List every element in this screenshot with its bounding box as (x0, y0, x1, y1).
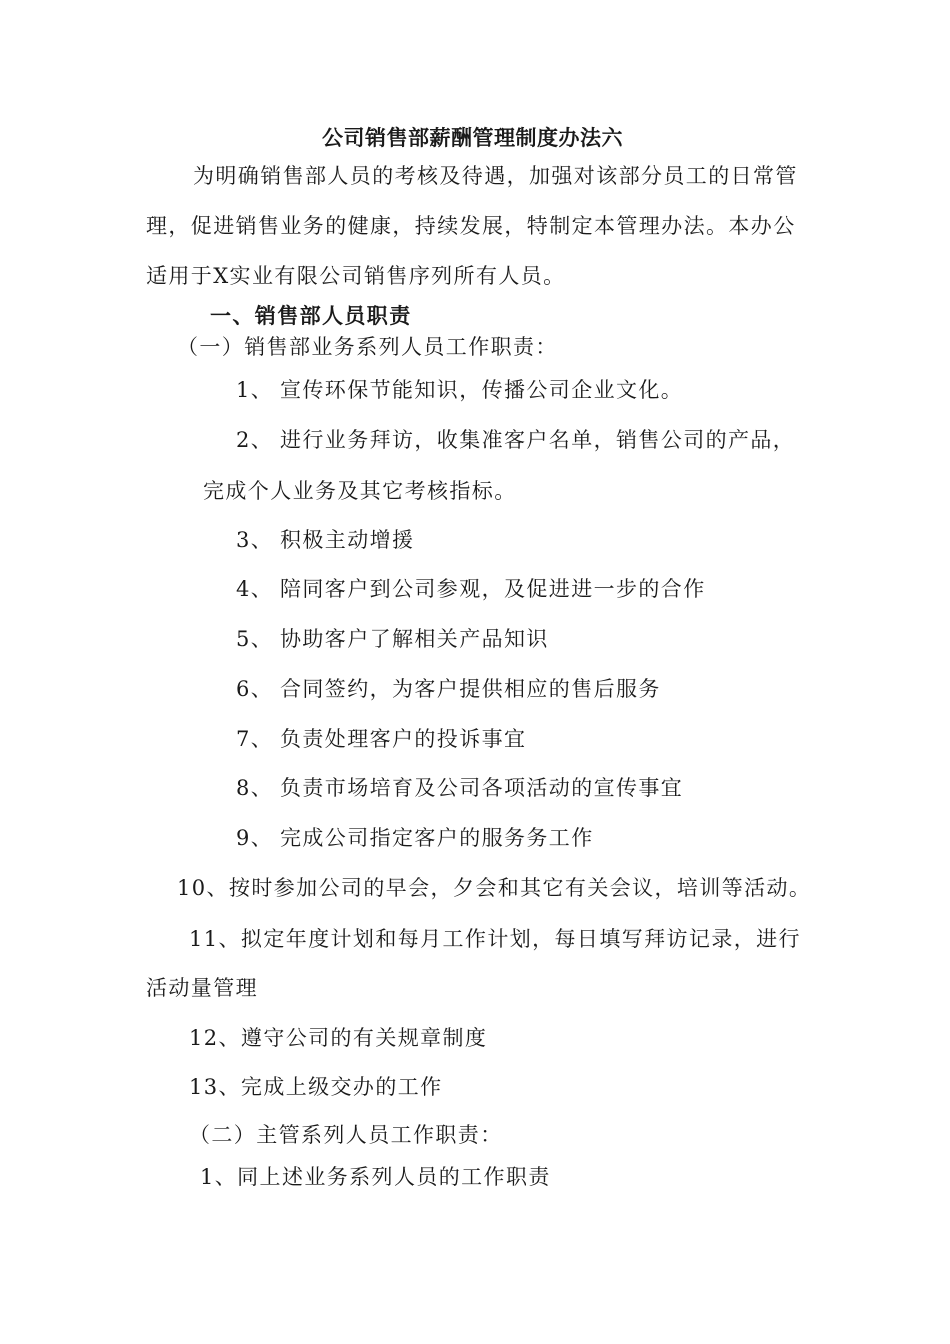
list-item-text: 宣传环保节能知识，传播公司企业文化。 (280, 378, 684, 402)
list-item-text: 负责市场培育及公司各项活动的宣传事宜 (280, 776, 684, 800)
list-item (236, 824, 594, 852)
list-item-11: 11、拟定年度计划和每月工作计划，每日填写拜访记录，进行 (189, 927, 801, 951)
list-item-number: 3、 (236, 528, 274, 552)
list-item-continuation: 完成个人业务及其它考核指标。 (203, 479, 517, 503)
list-item-text: 负责处理客户的投诉事宜 (280, 727, 527, 751)
list-item-text: 合同签约，为客户提供相应的售后服务 (280, 677, 661, 701)
intro-line-3: 适用于X实业有限公司销售序列所有人员。 (146, 264, 566, 288)
intro-line-1: 为明确销售部人员的考核及待遇，加强对该部分员工的日常管 (193, 164, 798, 188)
list-item-13: 13、完成上级交办的工作 (189, 1075, 443, 1099)
subsection-heading-1: （一）销售部业务系列人员工作职责： (177, 335, 558, 359)
list-item-text: 陪同客户到公司参观，及促进进一步的合作 (280, 577, 706, 601)
list-item: 1、同上述业务系列人员的工作职责 (200, 1165, 551, 1189)
list-item (236, 575, 706, 603)
list-item-number: 9、 (236, 826, 274, 850)
subsection-heading-2: （二）主管系列人员工作职责： (189, 1123, 503, 1147)
list-item-number: 4、 (236, 577, 274, 601)
list-item (236, 625, 549, 653)
list-item (236, 725, 526, 753)
list-item-12: 12、遵守公司的有关规章制度 (189, 1026, 488, 1050)
list-item (236, 675, 661, 703)
intro-line-2: 理，促进销售业务的健康，持续发展，特制定本管理办法。本办公 (146, 214, 796, 238)
list-item-number: 6、 (236, 677, 274, 701)
list-item-text: 积极主动增援 (280, 528, 415, 552)
list-item-number: 5、 (236, 627, 274, 651)
list-item (236, 426, 795, 454)
list-item-11-continuation: 活动量管理 (146, 976, 258, 1000)
list-item-number: 2、 (236, 428, 274, 452)
document-title: 公司销售部薪酬管理制度办法六 (322, 125, 623, 150)
list-item-number: 8、 (236, 776, 274, 800)
list-item (236, 376, 683, 404)
list-item-10: 10、按时参加公司的早会，夕会和其它有关会议，培训等活动。 (177, 876, 812, 900)
section-heading: 一、销售部人员职责 (210, 303, 412, 328)
list-item-number: 7、 (236, 727, 274, 751)
list-item-text: 协助客户了解相关产品知识 (280, 627, 549, 651)
list-item-text: 完成公司指定客户的服务务工作 (280, 826, 594, 850)
list-item-number: 1、 (236, 378, 274, 402)
list-item-text: 进行业务拜访，收集准客户名单，销售公司的产品， (280, 428, 796, 452)
list-item (236, 526, 414, 554)
list-item (236, 774, 683, 802)
